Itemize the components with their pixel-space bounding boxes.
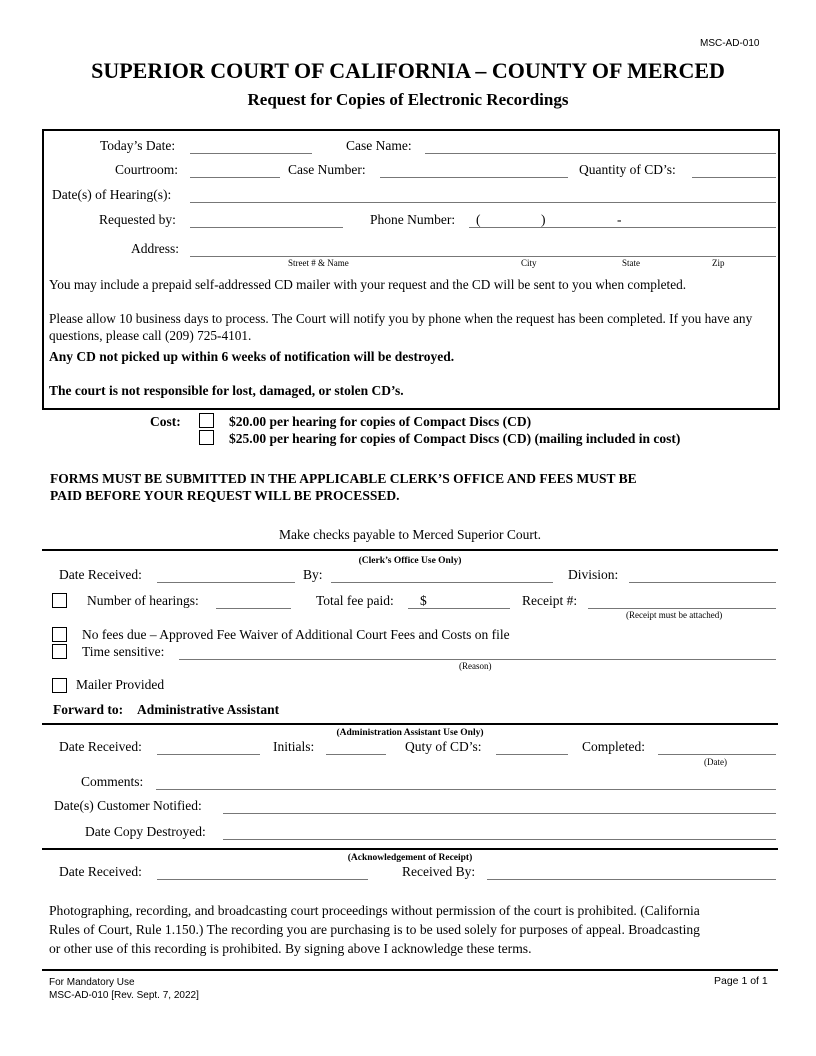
received-by-label: Received By: [402,864,476,879]
form-code: MSC-AD-010 [700,38,760,49]
receipt-note: (Receipt must be attached) [626,610,723,620]
state-caption: State [622,258,640,268]
date-destroyed-label: Date Copy Destroyed: [85,824,206,839]
todays-date-field[interactable] [190,153,312,154]
cost-option2-checkbox[interactable] [199,430,214,445]
completed-label: Completed: [582,739,645,754]
cost-option1-checkbox[interactable] [199,413,214,428]
cost-label: Cost: [150,414,181,429]
clerk-section-divider [42,549,778,551]
no-fees-checkbox[interactable] [52,627,67,642]
address-label: Address: [131,241,179,256]
ack-section-header: (Acknowledgement of Receipt) [347,853,473,863]
mailer-provided-checkbox[interactable] [52,678,67,693]
time-sensitive-checkbox[interactable] [52,644,67,659]
footer-page-number: Page 1 of 1 [714,975,768,987]
forward-to-value: Administrative Assistant [137,702,280,717]
phone-dash: - [617,212,622,227]
dollar-sign: $ [420,593,427,608]
completed-field[interactable] [658,754,776,755]
date-caption: (Date) [704,757,727,767]
clerk-date-received-field[interactable] [157,582,295,583]
clerk-date-received-label: Date Received: [59,567,142,582]
time-sensitive-label: Time sensitive: [82,644,165,659]
cost-option2-label: $25.00 per hearing for copies of Compact Discs (CD) (mailing included in cost) [229,431,681,446]
disclaimer-line1: Photographing, recording, and broadcasting court proceedings without permission of the court is prohibited. (California [49,903,700,918]
todays-date-label: Today’s Date: [100,138,176,153]
case-name-field[interactable] [425,153,776,154]
footer-divider [42,969,778,971]
mailer-provided-label: Mailer Provided [76,677,165,692]
hearing-dates-field[interactable] [190,202,776,203]
initials-field[interactable] [326,754,386,755]
phone-number-label: Phone Number: [370,212,456,227]
destroy-note: Any CD not picked up within 6 weeks of notification will be destroyed. [49,349,455,364]
reason-caption: (Reason) [459,661,492,671]
phone-open-paren: ( [476,212,481,227]
initials-label: Initials: [273,739,315,754]
customer-notified-field[interactable] [223,813,776,814]
footer-revision: MSC-AD-010 [Rev. Sept. 7, 2022] [49,990,199,1001]
notice-line2: PAID BEFORE YOUR REQUEST WILL BE PROCESSED. [50,488,400,503]
admin-section-divider [42,723,778,725]
comments-field[interactable] [156,789,776,790]
phone-number-field[interactable] [469,227,776,228]
quty-cds-field[interactable] [496,754,568,755]
admin-section-header: (Administration Assistant Use Only) [336,728,484,738]
clerk-by-label: By: [303,567,323,582]
comments-label: Comments: [81,774,144,789]
receipt-field[interactable] [588,608,776,609]
quantity-cds-label: Quantity of CD’s: [579,162,676,177]
quantity-cds-field[interactable] [692,177,776,178]
num-hearings-checkbox[interactable] [52,593,67,608]
disclaimer-line3: or other use of this recording is prohibited. By signing above I acknowledge these terms. [49,941,532,956]
ack-date-received-field[interactable] [157,879,368,880]
num-hearings-field[interactable] [216,608,291,609]
responsible-note: The court is not responsible for lost, damaged, or stolen CD’s. [49,383,404,398]
case-name-label: Case Name: [346,138,412,153]
checks-payable: Make checks payable to Merced Superior Court. [278,527,542,542]
case-number-label: Case Number: [288,162,366,177]
received-by-field[interactable] [487,879,776,880]
cost-option1-label: $20.00 per hearing for copies of Compact Discs (CD) [229,414,532,429]
requested-by-label: Requested by: [99,212,176,227]
address-field[interactable] [190,256,776,257]
num-hearings-label: Number of hearings: [87,593,199,608]
hearing-dates-label: Date(s) of Hearing(s): [52,187,172,202]
city-caption: City [521,258,537,268]
mailer-note: You may include a prepaid self-addressed CD mailer with your request and the CD will be sent to you when completed. [49,277,687,292]
ack-date-received-label: Date Received: [59,864,142,879]
ack-section-divider [42,848,778,850]
disclaimer-line2: Rules of Court, Rule 1.150.) The recording you are purchasing is to be used solely for purposes of appeal. Broadcasting [49,922,700,937]
clerk-division-label: Division: [568,567,619,582]
street-caption: Street # & Name [288,258,349,268]
no-fees-label: No fees due – Approved Fee Waiver of Additional Court Fees and Costs on file [82,627,510,642]
clerk-section-header: (Clerk’s Office Use Only) [358,556,462,566]
clerk-by-field[interactable] [331,582,553,583]
date-destroyed-field[interactable] [223,839,776,840]
forward-to-label: Forward to: [53,702,124,717]
admin-date-received-label: Date Received: [59,739,142,754]
courtroom-label: Courtroom: [115,162,178,177]
allow-note: Please allow 10 business days to process. The Court will notify you by phone when the request has been completed. If you have any questions, please call (209) 725-4101. [49,311,753,343]
time-sensitive-reason-field[interactable] [179,659,776,660]
customer-notified-label: Date(s) Customer Notified: [54,798,202,813]
zip-caption: Zip [712,258,725,268]
case-number-field[interactable] [380,177,568,178]
footer-mandatory: For Mandatory Use [49,977,135,988]
clerk-division-field[interactable] [629,582,776,583]
quty-cds-label: Quty of CD’s: [405,739,482,754]
page-title: SUPERIOR COURT OF CALIFORNIA – COUNTY OF MERCED [91,58,725,83]
total-fee-label: Total fee paid: [316,593,394,608]
requested-by-field[interactable] [190,227,343,228]
notice-line1: FORMS MUST BE SUBMITTED IN THE APPLICABLE CLERK’S OFFICE AND FEES MUST BE [50,471,637,486]
phone-close-paren: ) [541,212,546,227]
page-subtitle: Request for Copies of Electronic Recordings [247,90,569,109]
receipt-label: Receipt #: [522,593,578,608]
courtroom-field[interactable] [190,177,280,178]
admin-date-received-field[interactable] [157,754,260,755]
